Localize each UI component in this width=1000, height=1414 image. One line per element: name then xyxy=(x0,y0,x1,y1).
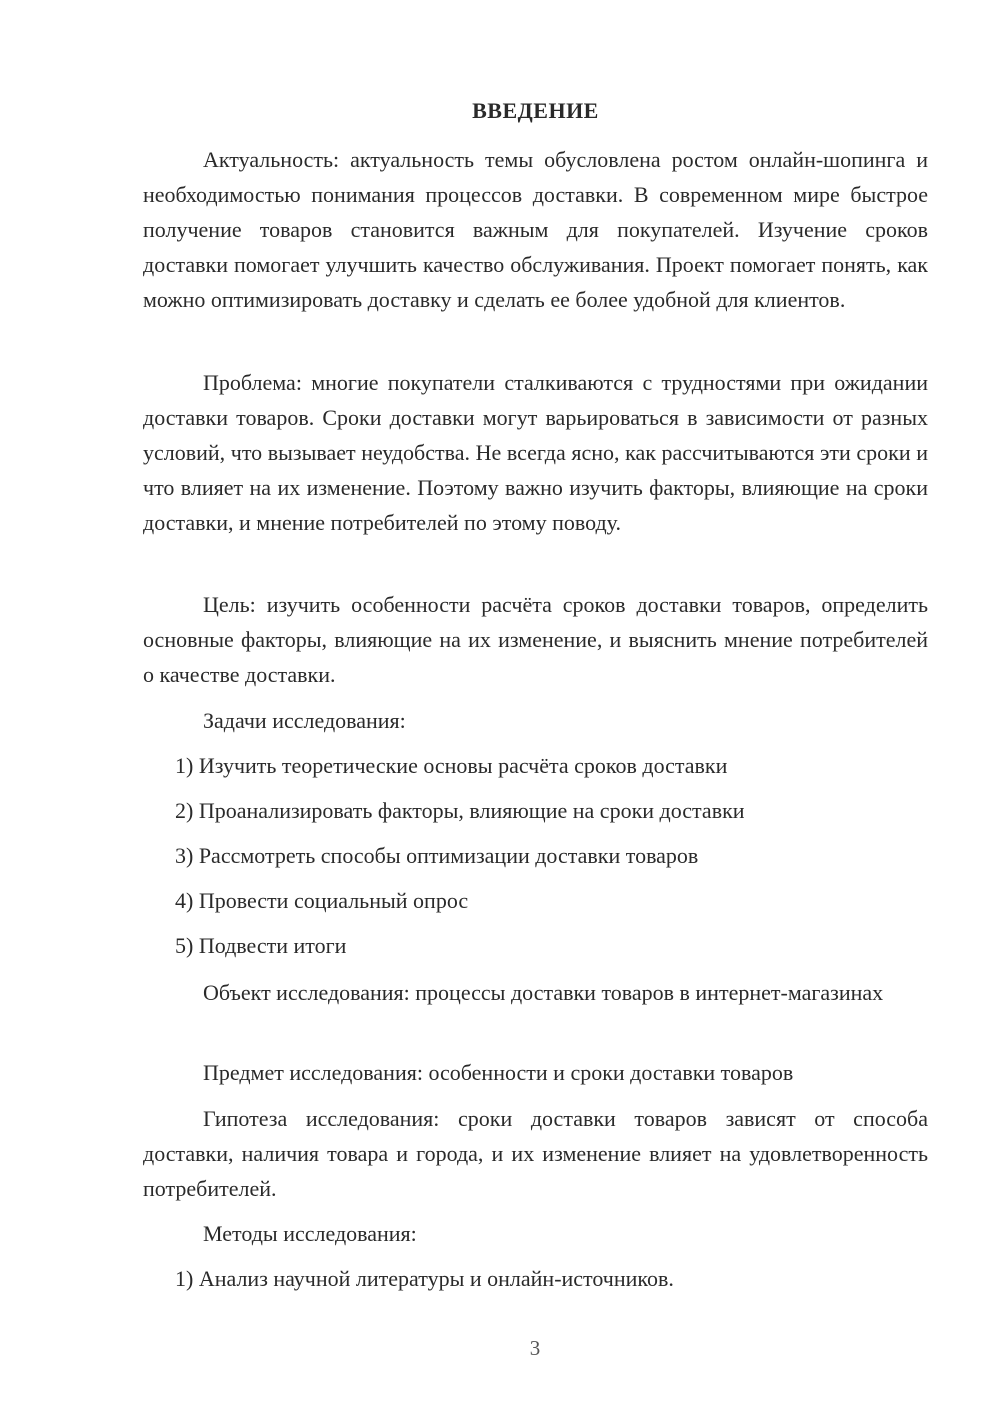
relevance-paragraph: Актуальность: актуальность темы обусловлена ростом онлайн-шопинга и необходимостью понимания процессов доставки. В современном мире быстрое получение товаров становится важным для покупателей. Изучение сроков доставки помогает улучшить качество обслуживания. Проект помогает понять, как можно оптимизировать доставку и сделать ее более удобной для клиентов. xyxy=(143,147,928,312)
method-item: 1) Анализ научной литературы и онлайн-источников. xyxy=(175,1266,674,1291)
problem-paragraph: Проблема: многие покупатели сталкиваются с трудностями при ожидании доставки товаров. Сроки доставки могут варьироваться в зависимости от разных условий, что вызывает неудобства. Не всегда ясно, как рассчитываются эти сроки и что влияет на их изменение. Поэтому важно изучить факторы, влияющие на сроки доставки, и мнение потребителей по этому поводу. xyxy=(143,370,928,535)
task-item: 5) Подвести итоги xyxy=(175,933,347,958)
task-item: 2) Проанализировать факторы, влияющие на сроки доставки xyxy=(175,798,745,823)
goal-paragraph: Цель: изучить особенности расчёта сроков доставки товаров, определить основные факторы, влияющие на их изменение, и выяснить мнение потребителей о качестве доставки. xyxy=(143,592,928,687)
task-item: 1) Изучить теоретические основы расчёта сроков доставки xyxy=(175,753,728,778)
subject-paragraph: Предмет исследования: особенности и сроки доставки товаров xyxy=(203,1060,794,1085)
task-item: 4) Провести социальный опрос xyxy=(175,888,469,913)
hypothesis-paragraph: Гипотеза исследования: сроки доставки товаров зависят от способа доставки, наличия товара и города, и их изменение влияет на удовлетворенность потребителей. xyxy=(143,1106,928,1201)
tasks-heading: Задачи исследования: xyxy=(203,708,406,733)
task-item: 3) Рассмотреть способы оптимизации доставки товаров xyxy=(175,843,699,868)
section-title: ВВЕДЕНИЕ xyxy=(472,98,599,123)
page-number: 3 xyxy=(529,1336,541,1360)
object-paragraph: Объект исследования: процессы доставки товаров в интернет-магазинах xyxy=(203,980,884,1005)
methods-heading: Методы исследования: xyxy=(203,1221,417,1246)
